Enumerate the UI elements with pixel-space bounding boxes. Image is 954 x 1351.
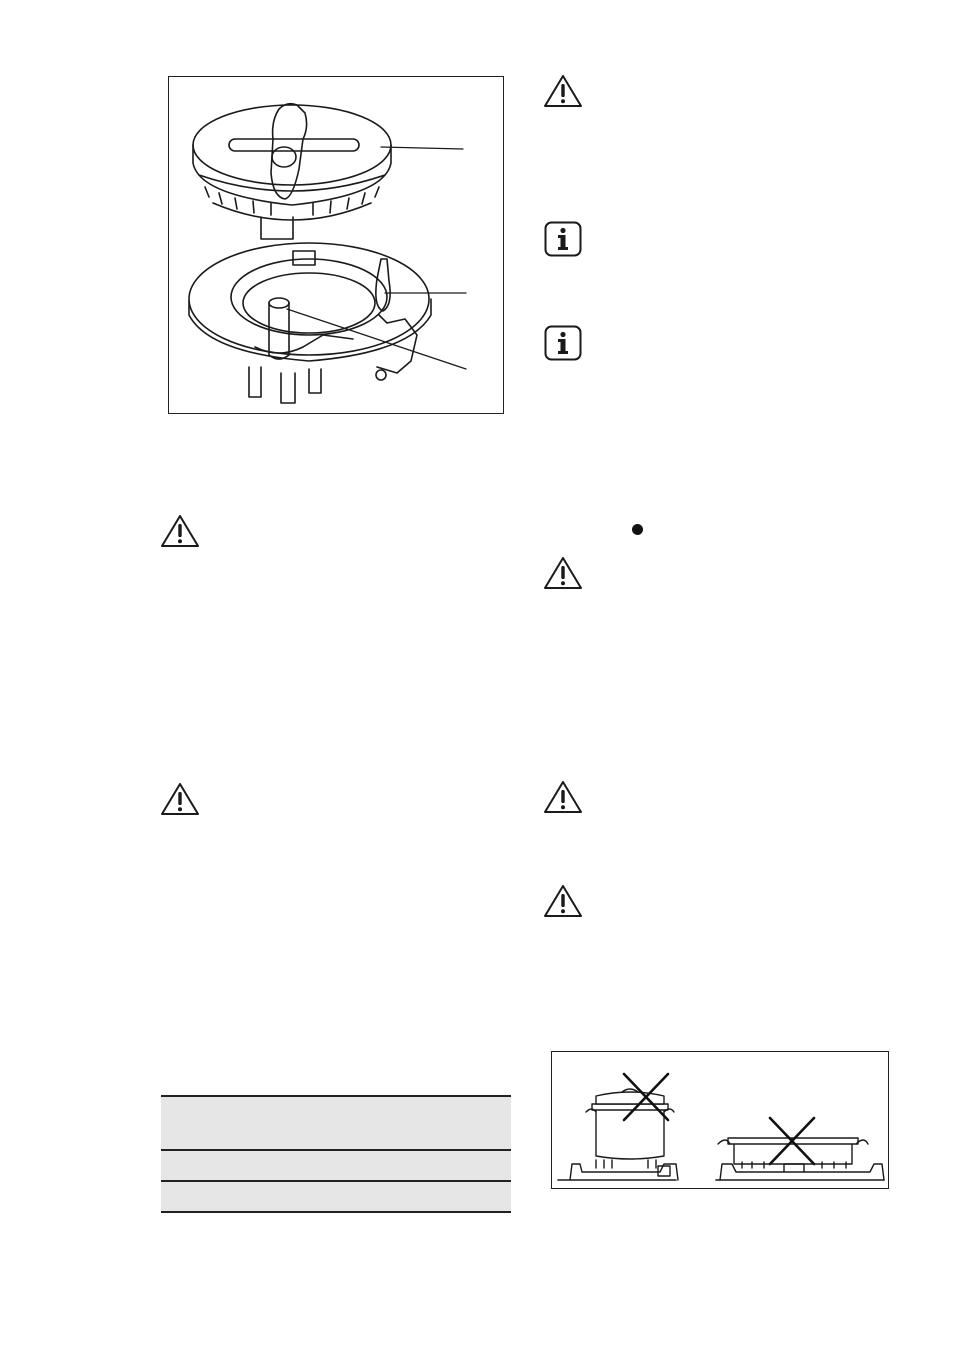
table-header-cell xyxy=(161,1096,511,1150)
data-table xyxy=(161,1095,511,1213)
warning-triangle-icon xyxy=(543,556,583,590)
table-header-row xyxy=(161,1096,511,1150)
warning-triangle-icon xyxy=(160,782,200,816)
info-icon xyxy=(544,221,582,257)
warning-triangle-icon xyxy=(160,514,200,548)
bullet-dot-icon xyxy=(632,524,643,535)
warning-triangle-icon xyxy=(543,74,583,108)
cookware-diagram-frame xyxy=(551,1051,889,1189)
info-icon xyxy=(544,325,582,361)
wide-pan xyxy=(718,1138,884,1180)
table-row xyxy=(161,1150,511,1181)
cookware-diagram xyxy=(552,1052,887,1187)
warning-triangle-icon xyxy=(543,780,583,814)
table-cell xyxy=(161,1150,511,1181)
warning-triangle-icon xyxy=(543,884,583,918)
burner-base xyxy=(189,243,431,403)
burner-diagram xyxy=(169,77,502,412)
table-row xyxy=(161,1181,511,1212)
burner-cap xyxy=(193,104,391,239)
table xyxy=(161,1095,511,1213)
tall-pot xyxy=(570,1089,678,1180)
burner-diagram-frame xyxy=(168,76,504,414)
table-cell xyxy=(161,1181,511,1212)
